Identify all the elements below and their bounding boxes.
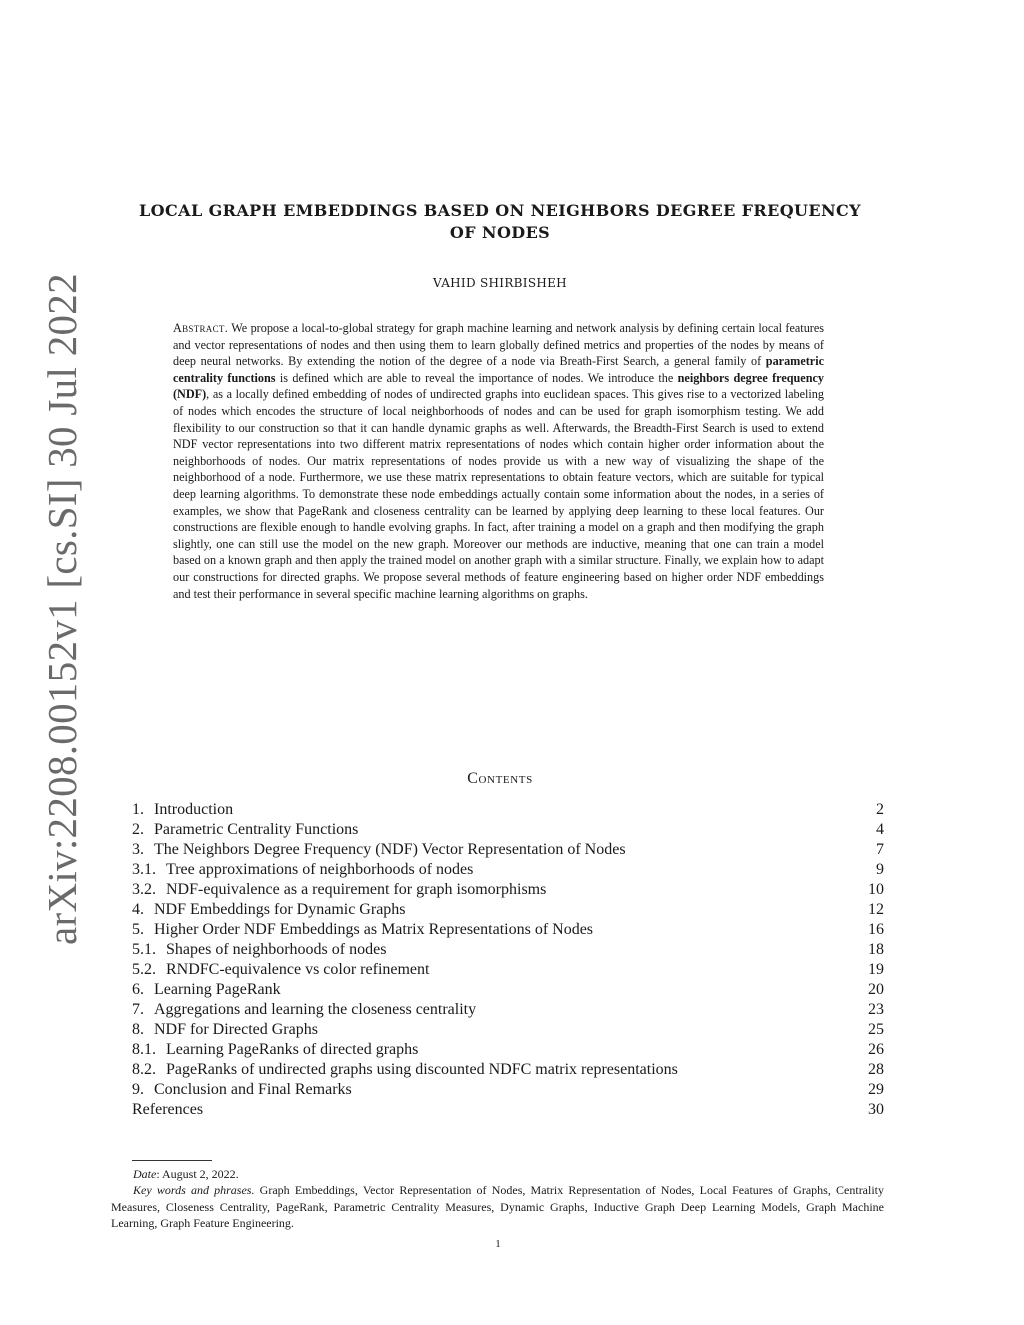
toc-section-title: Tree approximations of neighborhoods of nodes xyxy=(166,861,474,878)
toc-section-title: Introduction xyxy=(154,801,234,818)
author-name: VAHID SHIRBISHEH xyxy=(433,276,567,290)
toc-section-title: Aggregations and learning the closeness centrality xyxy=(154,1001,477,1018)
toc-page-number: 4 xyxy=(876,821,884,838)
toc-section-number: 5.2. xyxy=(132,961,156,978)
date-label: Date xyxy=(133,1167,157,1181)
toc-entry[interactable] xyxy=(132,1040,884,1060)
toc-section-number: 8.1. xyxy=(132,1041,156,1058)
page-number: 1 xyxy=(495,1238,501,1250)
toc-page-number: 16 xyxy=(868,921,884,938)
toc-section-number: 7. xyxy=(132,1001,144,1018)
footnotes xyxy=(111,1166,884,1231)
toc-section-number: 1. xyxy=(132,801,144,818)
toc-section-number: 3. xyxy=(132,841,144,858)
toc-section-title: References xyxy=(132,1101,204,1118)
toc-entry-left xyxy=(132,900,406,920)
toc-entry-left xyxy=(132,1040,418,1060)
toc-section-number: 8. xyxy=(132,1021,144,1038)
toc-section-number: 8.2. xyxy=(132,1061,156,1078)
toc-section-title: RNDFC-equivalence vs color refinement xyxy=(166,961,430,978)
toc-section-number: 6. xyxy=(132,981,144,998)
toc-entry[interactable] xyxy=(132,1020,884,1040)
toc-entry[interactable] xyxy=(132,1060,884,1080)
toc-entry-left xyxy=(132,980,281,1000)
abstract-text-1: We propose a local-to-global strategy for graph machine learning and network analysis by defining certain local features and vector representations of nodes and then using them to learn globally defined metrics and properties of the nodes by means of deep neural networks. By extending the notion of the degree of a node via Breath-First Search, a general family of xyxy=(173,321,824,369)
toc-section-title: NDF Embeddings for Dynamic Graphs xyxy=(154,901,406,918)
toc-page-number: 9 xyxy=(876,861,884,878)
toc-entry[interactable] xyxy=(132,960,884,980)
toc-entry[interactable] xyxy=(132,940,884,960)
toc-section-title: Parametric Centrality Functions xyxy=(154,821,359,838)
toc-entry[interactable] xyxy=(132,980,884,1000)
keywords-label: Key words and phrases. xyxy=(133,1183,255,1198)
paper-title xyxy=(110,200,890,244)
toc-section-title: Conclusion and Final Remarks xyxy=(154,1081,352,1098)
toc-entry-left xyxy=(132,1080,352,1100)
toc-entry[interactable] xyxy=(132,840,884,860)
abstract-text-3: , as a locally defined embedding of nodes of undirected graphs into euclidean spaces. This gives rise to a vectorized labeling of nodes which encodes the structure of local neighborhoods of nodes and can be used for graph isomorphism testing. We add flexibility to our construction so that it can handle dynamic graphs as well. Afterwards, the Breadth-First Search is used to extend NDF vector representations into two different matrix representations of nodes which contain higher order information about the neighborhoods of nodes. Our matrix representations of nodes provide us with a new way of visualizing the shape of the neighborhood of a node. Furthermore, we use these matrix representations to obtain feature vectors, which are suitable for typical deep learning algorithms. To demonstrate these node embeddings actually contain some information about the nodes, in a series of examples, we show that PageRank and closeness centrality can be learned by applying deep learning to these local features. Our constructions are flexible enough to handle evolving graphs. In fact, after training a model on a graph and then modifying the graph slightly, one can still use the model on the new graph. Moreover our methods are inductive, meaning that one can train a model based on a known graph and then apply the trained model on another graph with a similar structure. Finally, we explain how to adapt our constructions for directed graphs. We propose several methods of feature engineering based on higher order NDF embeddings and test their performance in several specific machine learning algorithms on graphs. xyxy=(173,387,824,601)
toc-section-title: The Neighbors Degree Frequency (NDF) Vector Representation of Nodes xyxy=(154,841,626,858)
toc-page-number: 12 xyxy=(868,901,884,918)
toc-section-title: NDF-equivalence as a requirement for graph isomorphisms xyxy=(166,881,547,898)
toc-section-number: 2. xyxy=(132,821,144,838)
toc-section-title: Higher Order NDF Embeddings as Matrix Representations of Nodes xyxy=(154,921,594,938)
toc-entry[interactable] xyxy=(132,880,884,900)
toc-section-title: NDF for Directed Graphs xyxy=(154,1021,318,1038)
toc-entry[interactable] xyxy=(132,1000,884,1020)
toc-section-number: 5. xyxy=(132,921,144,938)
toc-entry-left xyxy=(132,1020,318,1040)
contents-heading: Contents xyxy=(467,770,533,787)
toc-entry[interactable] xyxy=(132,860,884,880)
toc-page-number: 29 xyxy=(868,1081,884,1098)
toc-page-number: 30 xyxy=(868,1101,884,1118)
toc-page-number: 28 xyxy=(868,1061,884,1078)
toc-page-number: 20 xyxy=(868,981,884,998)
toc-entry[interactable] xyxy=(132,1100,884,1120)
footnote-rule xyxy=(132,1160,212,1161)
toc-section-title: Shapes of neighborhoods of nodes xyxy=(166,941,387,958)
toc-section-number: 4. xyxy=(132,901,144,918)
toc-entry-left xyxy=(132,880,546,900)
abstract-bold-2: neighbors degree frequency (NDF) xyxy=(173,370,825,402)
toc-entry-left xyxy=(132,920,593,940)
toc-section-title: Learning PageRank xyxy=(154,981,281,998)
toc-section-title: PageRanks of undirected graphs using discounted NDFC matrix representations xyxy=(166,1061,678,1078)
toc-entry[interactable] xyxy=(132,820,884,840)
toc-page-number: 10 xyxy=(868,881,884,898)
toc-entry-left xyxy=(132,940,386,960)
toc-entry[interactable] xyxy=(132,1080,884,1100)
toc-entry-left xyxy=(132,1060,678,1080)
title-line-2: OF NODES xyxy=(449,223,551,242)
abstract xyxy=(173,320,824,602)
toc-section-number: 5.1. xyxy=(132,941,156,958)
toc-page-number: 25 xyxy=(868,1021,884,1038)
toc-page-number: 23 xyxy=(868,1001,884,1018)
toc-entry[interactable] xyxy=(132,920,884,940)
date-value: : August 2, 2022. xyxy=(156,1167,239,1181)
title-line-1: LOCAL GRAPH EMBEDDINGS BASED ON NEIGHBORS DEGREE FREQUENCY xyxy=(139,201,861,220)
toc-page-number: 26 xyxy=(868,1041,884,1058)
toc-section-title: Learning PageRanks of directed graphs xyxy=(166,1041,419,1058)
toc-entry[interactable] xyxy=(132,800,884,820)
toc-section-number: 9. xyxy=(132,1081,144,1098)
toc-section-number: 3.2. xyxy=(132,881,156,898)
toc-page-number: 7 xyxy=(876,841,884,858)
table-of-contents xyxy=(132,800,884,1120)
toc-page-number: 19 xyxy=(868,961,884,978)
toc-entry[interactable] xyxy=(132,900,884,920)
toc-page-number: 2 xyxy=(876,801,884,818)
toc-entry-left xyxy=(132,820,358,840)
arxiv-identifier: arXiv:2208.00152v1 [cs.SI] 30 Jul 2022 xyxy=(39,273,85,945)
toc-entry-left xyxy=(132,1100,203,1120)
toc-section-number: 3.1. xyxy=(132,861,156,878)
abstract-label: Abstract. xyxy=(173,321,229,335)
toc-entry-left xyxy=(132,840,626,860)
abstract-bold-1: parametric centrality functions xyxy=(173,354,824,385)
toc-entry-left xyxy=(132,1000,476,1020)
abstract-text-2: is defined which are able to reveal the importance of nodes. We introduce the xyxy=(275,370,678,385)
toc-entry-left xyxy=(132,860,473,880)
toc-entry-left xyxy=(132,960,429,980)
toc-page-number: 18 xyxy=(868,941,884,958)
toc-entry-left xyxy=(132,800,233,820)
footnote-keywords xyxy=(111,1182,884,1231)
footnote-date xyxy=(111,1166,884,1182)
keywords-value: Graph Embeddings, Vector Representation of Nodes, Matrix Representation of Nodes, Local Features of Graphs, Centrality Measures, Closeness Centrality, PageRank, Parametric Centrality Measures, Dynamic Graphs, Inductive Graph Deep Learning Models, Graph Machine Learning, Graph Feature Engineering. xyxy=(111,1183,885,1230)
